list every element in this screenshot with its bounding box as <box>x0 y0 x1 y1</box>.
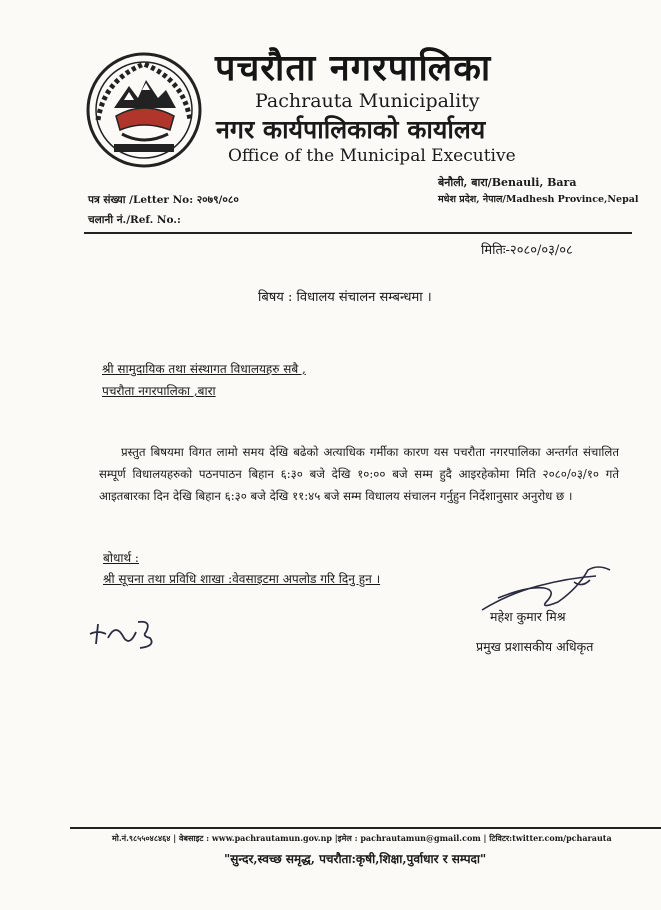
footer-divider <box>70 827 661 829</box>
cc-label: बोधार्थ : <box>103 551 139 565</box>
signer-name: महेश कुमार मिश्र <box>490 609 566 624</box>
municipality-name-np: पचरौता नगरपालिका <box>215 47 492 89</box>
addressee-line-1: श्री सामुदायिक तथा संस्थागत विधालयहरु सबै , <box>102 362 306 376</box>
signer-title: प्रमुख प्रशासकीय अधिकृत <box>476 639 594 654</box>
letter-subject: बिषय : विधालय संचालन सम्बन्धमा । <box>258 290 432 305</box>
footer-slogan: "सुन्दर,स्वच्छ समृद्ध, पचरौता:कृषी,शिक्षा,पुर्वाधार र सम्पदा" <box>224 852 487 866</box>
addressee-line-2: पचरौता नगरपालिका ,बारा <box>102 384 216 398</box>
footer-contact: मो.नं.९८५५०४८४६४ | वेबसाइट : www.pachrautamun.gov.np |इमेल : pachrautamun@gmail.com | टिविटर:twitter.com/pcharauta <box>112 833 612 843</box>
office-name-en: Office of the Municipal Executive <box>228 146 516 166</box>
letter-body-text: प्रस्तुत बिषयमा विगत लामो समय देखि बढेको अत्याधिक गर्मीका कारण यस पचरौता नगरपालिका अन्तर्गत संचालित सम्पूर्ण विधालयहरुको पठनपाठन बिहान ६:३० बजे देखि १०:०० बजे सम्म हुदै आइरहेकोमा मिति २०८०/०३/१० गते आइतबारका दिन देखि बिहान ६:३० बजे देखि ११:४५ बजे सम्म विधालय संचालन गर्नुहुन निर्देशानुसार अनुरोध छ । <box>99 445 619 503</box>
reference-number: चलानी नं./Ref. No.: <box>88 214 181 226</box>
municipality-name-en: Pachrauta Municipality <box>255 90 480 112</box>
initials-mark <box>86 612 166 652</box>
nepal-emblem-icon <box>84 50 204 170</box>
address-line-2: मधेश प्रदेश, नेपाल/Madhesh Province,Nepal <box>438 194 639 205</box>
cc-line: श्री सूचना तथा प्रविधि शाखा :वेवसाइटमा अपलोड गरि दिनु हुन । <box>103 572 381 586</box>
address-line-1: बेनौली, बारा/Benauli, Bara <box>438 176 577 189</box>
office-name-np: नगर कार्यपालिकाको कार्यालय <box>216 115 486 144</box>
letter-body <box>99 441 619 507</box>
letter-date: मितिः-२०८०/०३/०८ <box>481 243 573 258</box>
header-divider <box>84 232 632 234</box>
letter-number: पत्र संख्या /Letter No: २०७९/०८० <box>88 194 239 206</box>
